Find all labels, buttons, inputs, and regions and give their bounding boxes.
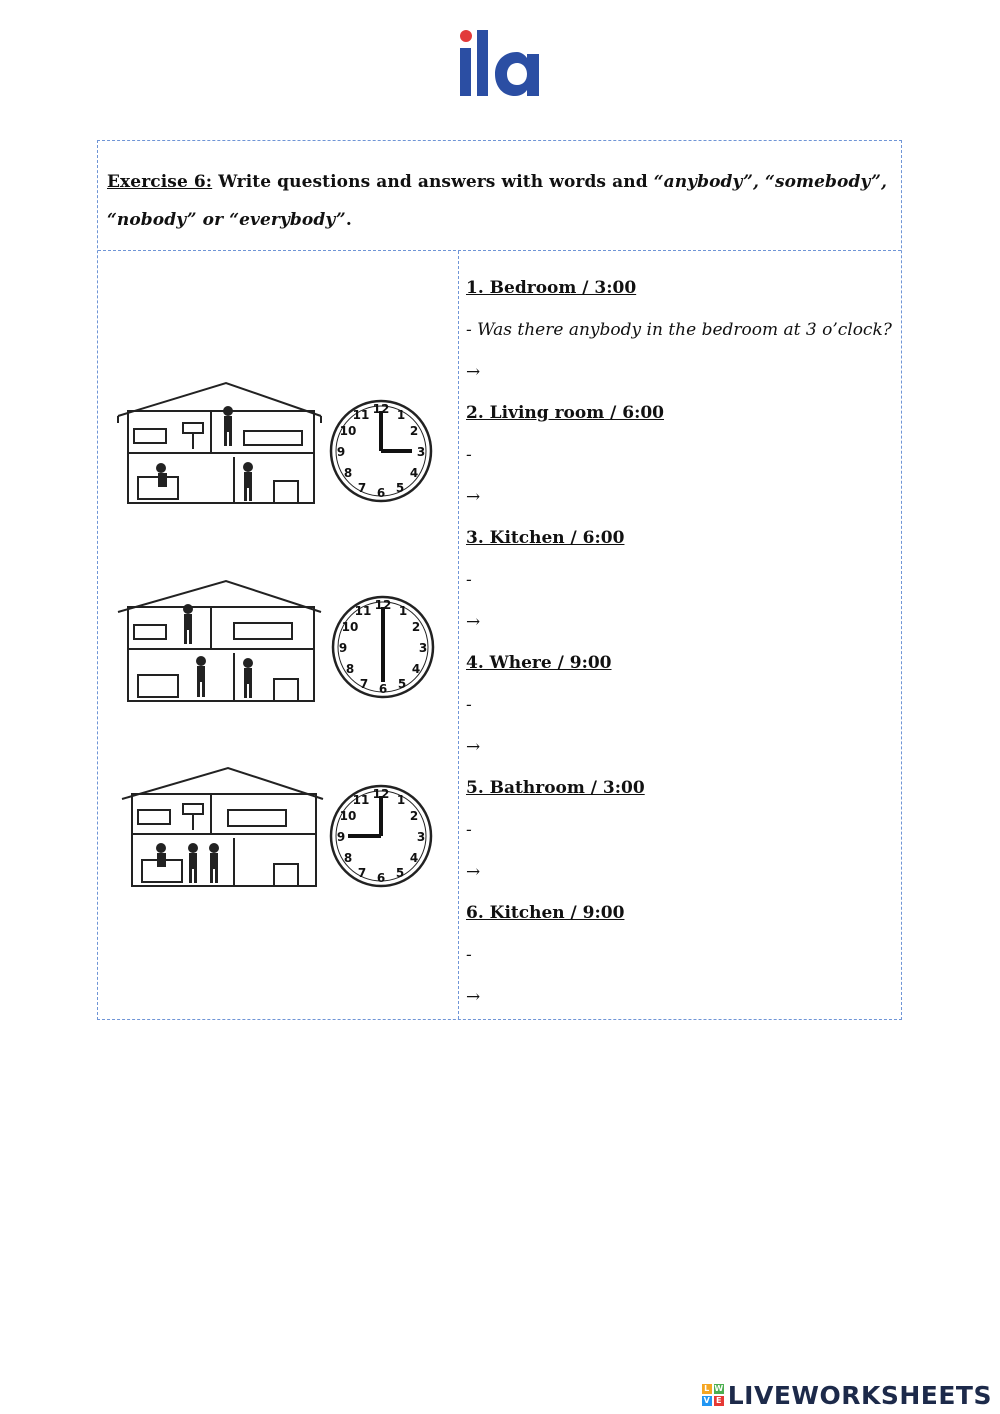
instruction-quoted-words-2: “nobody” or “everybody” <box>107 210 346 230</box>
house-clock-illustration-3 <box>116 766 446 896</box>
clock-number: 9 <box>338 641 348 655</box>
liveworksheets-brand <box>702 1380 992 1410</box>
clock-number: 12 <box>372 402 390 416</box>
clock-number: 11 <box>354 604 372 618</box>
clock-number: 2 <box>409 809 419 823</box>
house-scene-3 <box>116 766 446 896</box>
clock-number: 10 <box>341 620 359 634</box>
item-title: 1. Bedroom / 3:00 <box>466 278 637 298</box>
clock-number: 11 <box>352 793 370 807</box>
ila-logo-graphic <box>455 22 545 102</box>
clock-number: 10 <box>339 809 357 823</box>
brand-block: E <box>714 1396 724 1406</box>
clock-number: 7 <box>357 866 367 880</box>
house-scene-2 <box>116 579 446 709</box>
item-title: 3. Kitchen / 6:00 <box>466 528 625 548</box>
clock-number: 12 <box>374 598 392 612</box>
clock-number: 1 <box>396 408 406 422</box>
clock-number: 1 <box>396 793 406 807</box>
question-line[interactable]: - <box>466 445 472 465</box>
brand-block: W <box>714 1384 724 1393</box>
answer-line[interactable]: → <box>466 862 481 882</box>
clock-number: 5 <box>397 677 407 691</box>
clock-number: 11 <box>352 408 370 422</box>
item-title: 2. Living room / 6:00 <box>466 403 665 423</box>
clock-number: 6 <box>378 682 388 696</box>
answer-line[interactable]: → <box>466 487 481 507</box>
answer-line[interactable]: → <box>466 612 481 632</box>
exercise-label: Exercise 6: <box>107 172 213 192</box>
question-line[interactable]: - <box>466 945 472 965</box>
clock-number: 3 <box>418 641 428 655</box>
question-item-3 <box>466 519 896 643</box>
clock-number: 4 <box>409 466 419 480</box>
item-title: 4. Where / 9:00 <box>466 653 612 673</box>
illustrations-column <box>98 251 458 1019</box>
clock-number: 9 <box>336 445 346 459</box>
clock-number: 1 <box>398 604 408 618</box>
house-scene-1 <box>116 381 446 511</box>
ila-logo <box>455 22 545 102</box>
clock-number: 12 <box>372 787 390 801</box>
house-outline <box>122 768 323 886</box>
instruction-quoted-words: “anybody”, “somebody”, <box>653 172 887 192</box>
question-line[interactable]: - Was there anybody in the bedroom at 3 o’clock? <box>466 320 892 340</box>
question-line[interactable]: - <box>466 570 472 590</box>
people-figures <box>183 604 253 698</box>
clock-number: 6 <box>376 486 386 500</box>
answer-line[interactable]: → <box>466 737 481 757</box>
house-outline <box>118 383 321 503</box>
clock-9 <box>331 786 431 886</box>
question-item-4 <box>466 644 896 768</box>
exercise-box <box>97 140 902 1020</box>
exercise-instruction <box>107 163 887 239</box>
item-title: 5. Bathroom / 3:00 <box>466 778 645 798</box>
clock-number: 8 <box>343 851 353 865</box>
people-figures <box>156 843 219 883</box>
clock-number: 8 <box>345 662 355 676</box>
clock-number: 10 <box>339 424 357 438</box>
clock-number: 5 <box>395 481 405 495</box>
clock-number: 7 <box>357 481 367 495</box>
brand-text: LIVEWORKSHEETS <box>727 1380 992 1410</box>
instruction-end: . <box>345 210 352 230</box>
house-outline <box>118 581 321 701</box>
clock-3 <box>331 401 431 501</box>
house-clock-illustration-1 <box>116 381 446 511</box>
brand-block: V <box>703 1396 710 1405</box>
item-title: 6. Kitchen / 9:00 <box>466 903 625 923</box>
clock-number: 5 <box>395 866 405 880</box>
brand-block: L <box>702 1384 712 1394</box>
question-line[interactable]: - <box>466 820 472 840</box>
clock-number: 4 <box>409 851 419 865</box>
clock-number: 2 <box>409 424 419 438</box>
clock-6 <box>333 597 433 697</box>
clock-number: 7 <box>359 677 369 691</box>
question-item-6 <box>466 894 896 1018</box>
brand-blocks-icon <box>702 1384 724 1406</box>
clock-number: 8 <box>343 466 353 480</box>
house-clock-illustration-2 <box>116 579 446 709</box>
clock-number: 2 <box>411 620 421 634</box>
question-item-2 <box>466 394 896 518</box>
instruction-text: Write questions and answers with words and <box>212 172 654 192</box>
exercise-header <box>98 141 901 251</box>
question-item-5 <box>466 769 896 893</box>
question-line[interactable]: - <box>466 695 472 715</box>
clock-number: 3 <box>416 445 426 459</box>
clock-number: 4 <box>411 662 421 676</box>
clock-number: 6 <box>376 871 386 885</box>
clock-number: 9 <box>336 830 346 844</box>
answer-line[interactable]: → <box>466 987 481 1007</box>
question-item-1 <box>466 269 896 393</box>
answer-line[interactable]: → <box>466 362 481 382</box>
column-divider <box>458 251 459 1019</box>
clock-number: 3 <box>416 830 426 844</box>
